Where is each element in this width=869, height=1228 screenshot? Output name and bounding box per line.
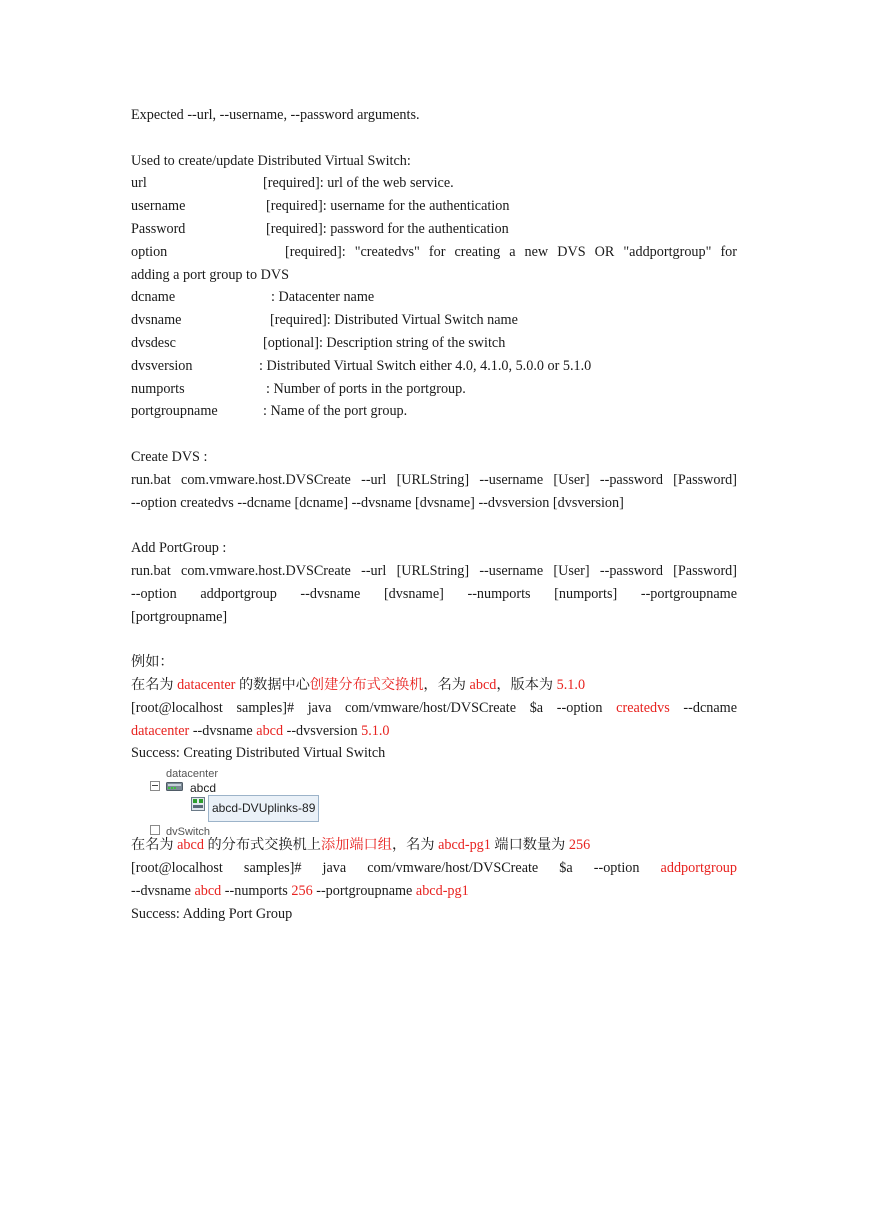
option-name: Password: [131, 220, 186, 237]
example-2-command-line-1: [131, 857, 737, 880]
option-desc: [required]: url of the web service.: [263, 175, 454, 192]
collapse-toggle-icon[interactable]: [150, 781, 160, 791]
text: 在名为: [131, 837, 178, 854]
highlight: abcd-pg1: [438, 837, 491, 854]
option-desc: [required]: Distributed Virtual Switch name: [270, 312, 518, 329]
highlight: 添加端口组: [320, 837, 392, 854]
option-desc: [required]: password for the authentication: [266, 220, 509, 237]
text: 的分布式交换机上: [203, 837, 321, 854]
option-row-portgroupname: [131, 400, 737, 423]
option-name: numports: [131, 380, 185, 397]
example-2-result: Success: Adding Port Group: [131, 905, 293, 922]
text: --dvsversion: [283, 722, 362, 739]
example-1-description: [131, 674, 737, 697]
option-row-dvsname: [131, 309, 737, 332]
highlight: abcd: [469, 676, 497, 693]
example-2-command-line-2: [131, 880, 737, 903]
text: --dvsname: [131, 882, 195, 899]
text: --numports: [221, 882, 292, 899]
option-name: dvsdesc: [131, 334, 176, 351]
create-dvs-command-line-2: --option createdvs --dcname [dcname] --dvsname [dvsname] --dvsversion [dvsversion]: [131, 494, 624, 511]
highlight: 256: [568, 837, 591, 854]
example-1-command-line-2: [131, 720, 737, 743]
example-1-command-line-1: [131, 697, 737, 720]
option-name: username: [131, 198, 186, 215]
highlight: abcd: [194, 882, 222, 899]
option-row-password: [131, 218, 737, 241]
tree-item-dvs[interactable]: abcd: [190, 781, 217, 796]
tree-item-cut: datacenter: [166, 768, 218, 781]
highlight: abcd: [256, 722, 284, 739]
example-heading: 例如：: [131, 654, 174, 671]
uplink-portgroup-icon: [191, 797, 205, 811]
text: --dvsname: [189, 722, 257, 739]
highlight: createdvs: [616, 699, 670, 716]
option-name: dvsname: [131, 312, 182, 329]
highlight: abcd-pg1: [415, 882, 469, 899]
document-page: [131, 104, 737, 925]
distributed-switch-icon: [166, 780, 183, 791]
add-portgroup-command-line-2: --option addportgroup --dvsname [dvsname] --numports [numports] --portgroupname: [131, 585, 737, 602]
highlight: addportgroup: [660, 859, 737, 876]
text: 的数据中心: [235, 676, 310, 693]
option-desc: [required]: username for the authentication: [266, 198, 510, 215]
text: --portgroupname: [312, 882, 416, 899]
option-name: portgroupname: [131, 403, 218, 420]
tree-item-uplinks[interactable]: abcd-DVUplinks-89: [208, 795, 319, 822]
option-desc: [required]: "createdvs" for creating a new DVS OR "addportgroup" for: [285, 243, 737, 260]
text: --dcname: [669, 699, 737, 716]
option-name: url: [131, 175, 147, 192]
option-row-url: [131, 172, 737, 195]
create-dvs-heading: Create DVS :: [131, 448, 208, 465]
text: 在名为: [131, 676, 178, 693]
create-dvs-command-line-1: run.bat com.vmware.host.DVSCreate --url [URLString] --username [User] --password [Password]: [131, 471, 737, 488]
inventory-tree-screenshot: [148, 768, 338, 839]
option-name: dvsversion: [131, 357, 193, 374]
option-desc-continuation: adding a port group to DVS: [131, 266, 290, 283]
option-row-dvsversion: [131, 355, 737, 378]
add-portgroup-command-line-3: [portgroupname]: [131, 608, 228, 625]
option-desc: : Number of ports in the portgroup.: [266, 380, 466, 397]
highlight: datacenter: [131, 722, 190, 739]
text: [root@localhost samples]# java com/vmware/host/DVSCreate $a --option: [131, 859, 661, 876]
option-row-dvsdesc: [131, 332, 737, 355]
highlight: 5.1.0: [361, 722, 390, 739]
option-row-username: [131, 195, 737, 218]
option-desc: : Datacenter name: [271, 289, 375, 306]
highlight: 256: [291, 882, 313, 899]
collapse-toggle-icon[interactable]: [150, 825, 160, 835]
option-name: dcname: [131, 289, 176, 306]
example-2-description: [131, 834, 737, 857]
option-desc: [optional]: Description string of the switch: [263, 334, 506, 351]
option-row-numports: [131, 378, 737, 401]
add-portgroup-heading: Add PortGroup :: [131, 540, 227, 557]
option-desc: : Distributed Virtual Switch either 4.0, 4.1.0, 5.0.0 or 5.1.0: [259, 357, 592, 374]
add-portgroup-command-line-1: run.bat com.vmware.host.DVSCreate --url [URLString] --username [User] --password [Password]: [131, 562, 737, 579]
intro-line: Expected --url, --username, --password arguments.: [131, 107, 420, 123]
option-name: option: [131, 243, 168, 260]
tree-item-cut: dvSwitch: [166, 826, 211, 839]
highlight: 5.1.0: [556, 676, 586, 693]
text: [root@localhost samples]# java com/vmware/host/DVSCreate $a --option: [131, 699, 617, 716]
highlight: datacenter: [177, 676, 236, 693]
option-row-dcname: [131, 286, 737, 309]
text: ，名为: [391, 837, 439, 854]
example-1-result: Success: Creating Distributed Virtual Switch: [131, 745, 386, 762]
text: ，名为: [423, 676, 470, 693]
usage-title: Used to create/update Distributed Virtual Switch:: [131, 152, 411, 169]
highlight: 创建分布式交换机: [309, 676, 424, 693]
option-desc: : Name of the port group.: [263, 403, 408, 420]
highlight: abcd: [177, 837, 204, 854]
text: ，版本为: [496, 676, 557, 693]
option-row-option: [131, 241, 737, 264]
text: 端口数量为: [490, 837, 569, 854]
